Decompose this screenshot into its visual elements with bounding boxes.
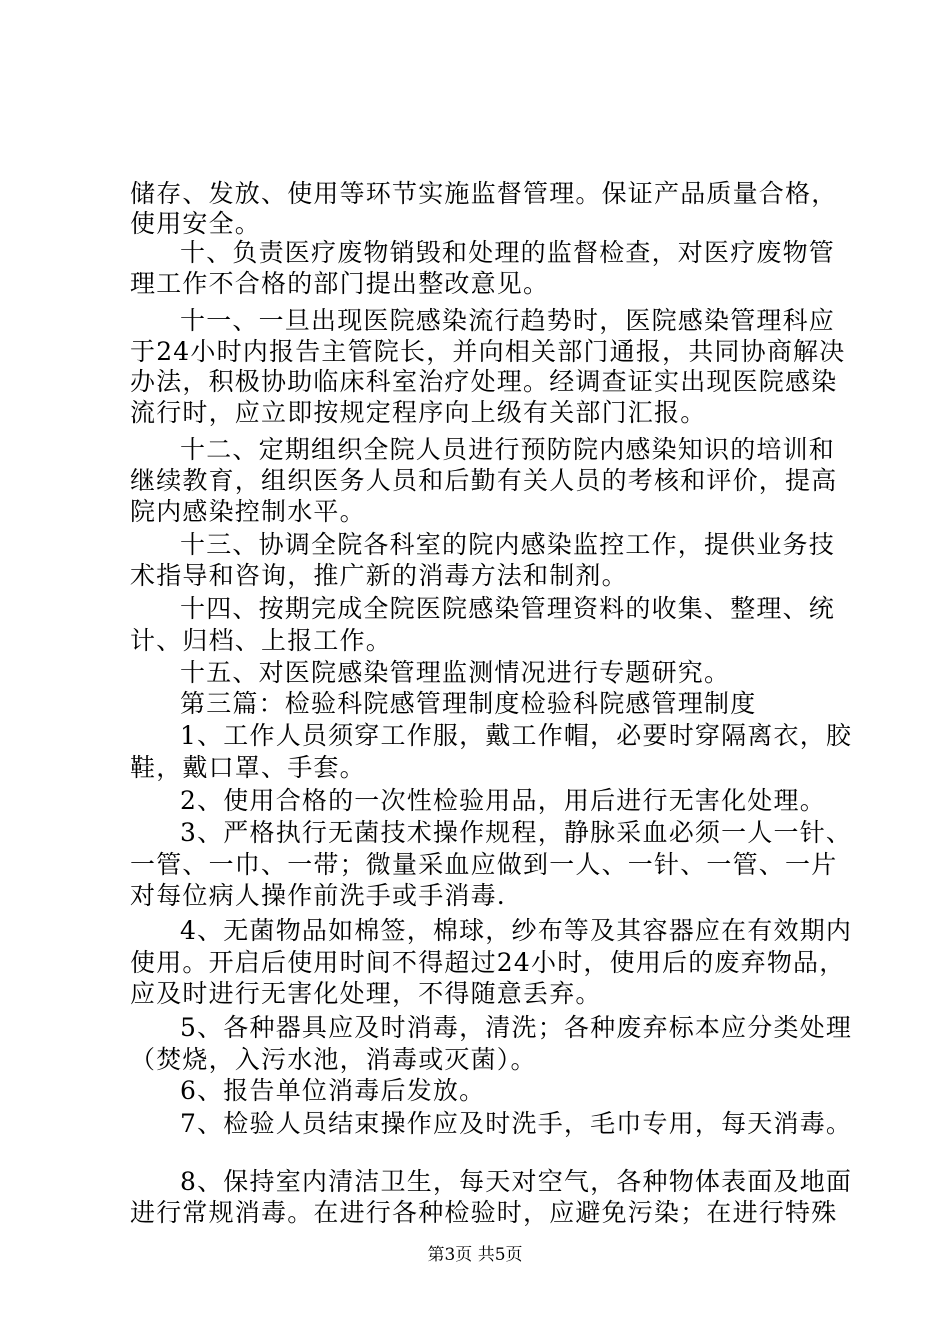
text-line: 十一、一旦出现医院感染流行趋势时，医院感染管理科应 (180, 305, 836, 335)
text-line: 使用安全。 (130, 208, 262, 238)
text-line: 1、工作人员须穿工作服，戴工作帽，必要时穿隔离衣，胶 (180, 721, 853, 751)
text-line: 办法，积极协助临床科室治疗处理。经调查证实出现医院感染 (130, 367, 838, 397)
text-line: 应及时进行无害化处理，不得随意丢弃。 (130, 979, 602, 1009)
text-line: 十、负责医疗废物销毁和处理的监督检查，对医疗废物管 (180, 238, 836, 268)
text-line: 于24小时内报告主管院长，并向相关部门通报，共同协商解决 (130, 337, 846, 367)
text-line: 鞋，戴口罩、手套。 (130, 752, 366, 782)
text-line: 7、检验人员结束操作应及时洗手，毛巾专用，每天消毒。 (180, 1108, 853, 1138)
text-line: 十五、对医院感染管理监测情况进行专题研究。 (180, 658, 731, 688)
text-line: 流行时，应立即按规定程序向上级有关部门汇报。 (130, 397, 707, 427)
text-line: 进行常规消毒。在进行各种检验时，应避免污染；在进行特殊 (130, 1198, 838, 1227)
page-number-footer: 第3页 共5页 (427, 1245, 523, 1265)
text-line: 院内感染控制水平。 (130, 496, 366, 526)
text-line: 十二、定期组织全院人员进行预防院内感染知识的培训和 (180, 435, 836, 465)
text-line: 对每位病人操作前洗手或手消毒. (130, 881, 506, 911)
text-line: 6、报告单位消毒后发放。 (180, 1076, 486, 1106)
section-heading: 第三篇：检验科院感管理制度检验科院感管理制度 (180, 688, 757, 718)
text-line: 储存、发放、使用等环节实施监督管理。保证产品质量合格， (130, 179, 838, 208)
text-line: 继续教育，组织医务人员和后勤有关人员的考核和评价，提高 (130, 465, 838, 495)
text-line: 3、严格执行无菌技术操作规程，静脉采血必须一人一针、 (180, 818, 853, 848)
text-line: 4、无菌物品如棉签，棉球，纱布等及其容器应在有效期内 (180, 916, 853, 946)
text-line: 十四、按期完成全院医院感染管理资料的收集、整理、统 (180, 594, 836, 624)
text-line: 使用。开启后使用时间不得超过24小时，使用后的废弃物品， (130, 947, 846, 977)
text-line: （焚烧，入污水池，消毒或灭菌）。 (130, 1044, 537, 1074)
text-line: 计、归档、上报工作。 (130, 625, 393, 655)
text-line: 术指导和咨询，推广新的消毒方法和制剂。 (130, 561, 628, 591)
text-line: 理工作不合格的部门提出整改意见。 (130, 269, 550, 299)
text-line: 2、使用合格的一次性检验用品，用后进行无害化处理。 (180, 786, 826, 816)
text-line: 一管、一巾、一带；微量采血应做到一人、一针、一管、一片 (130, 849, 838, 879)
text-line: 十三、协调全院各科室的院内感染监控工作，提供业务技 (180, 529, 836, 559)
text-line: 8、保持室内清洁卫生，每天对空气，各种物体表面及地面 (180, 1166, 853, 1196)
text-line: 5、各种器具应及时消毒，清洗；各种废弃标本应分类处理 (180, 1013, 853, 1043)
